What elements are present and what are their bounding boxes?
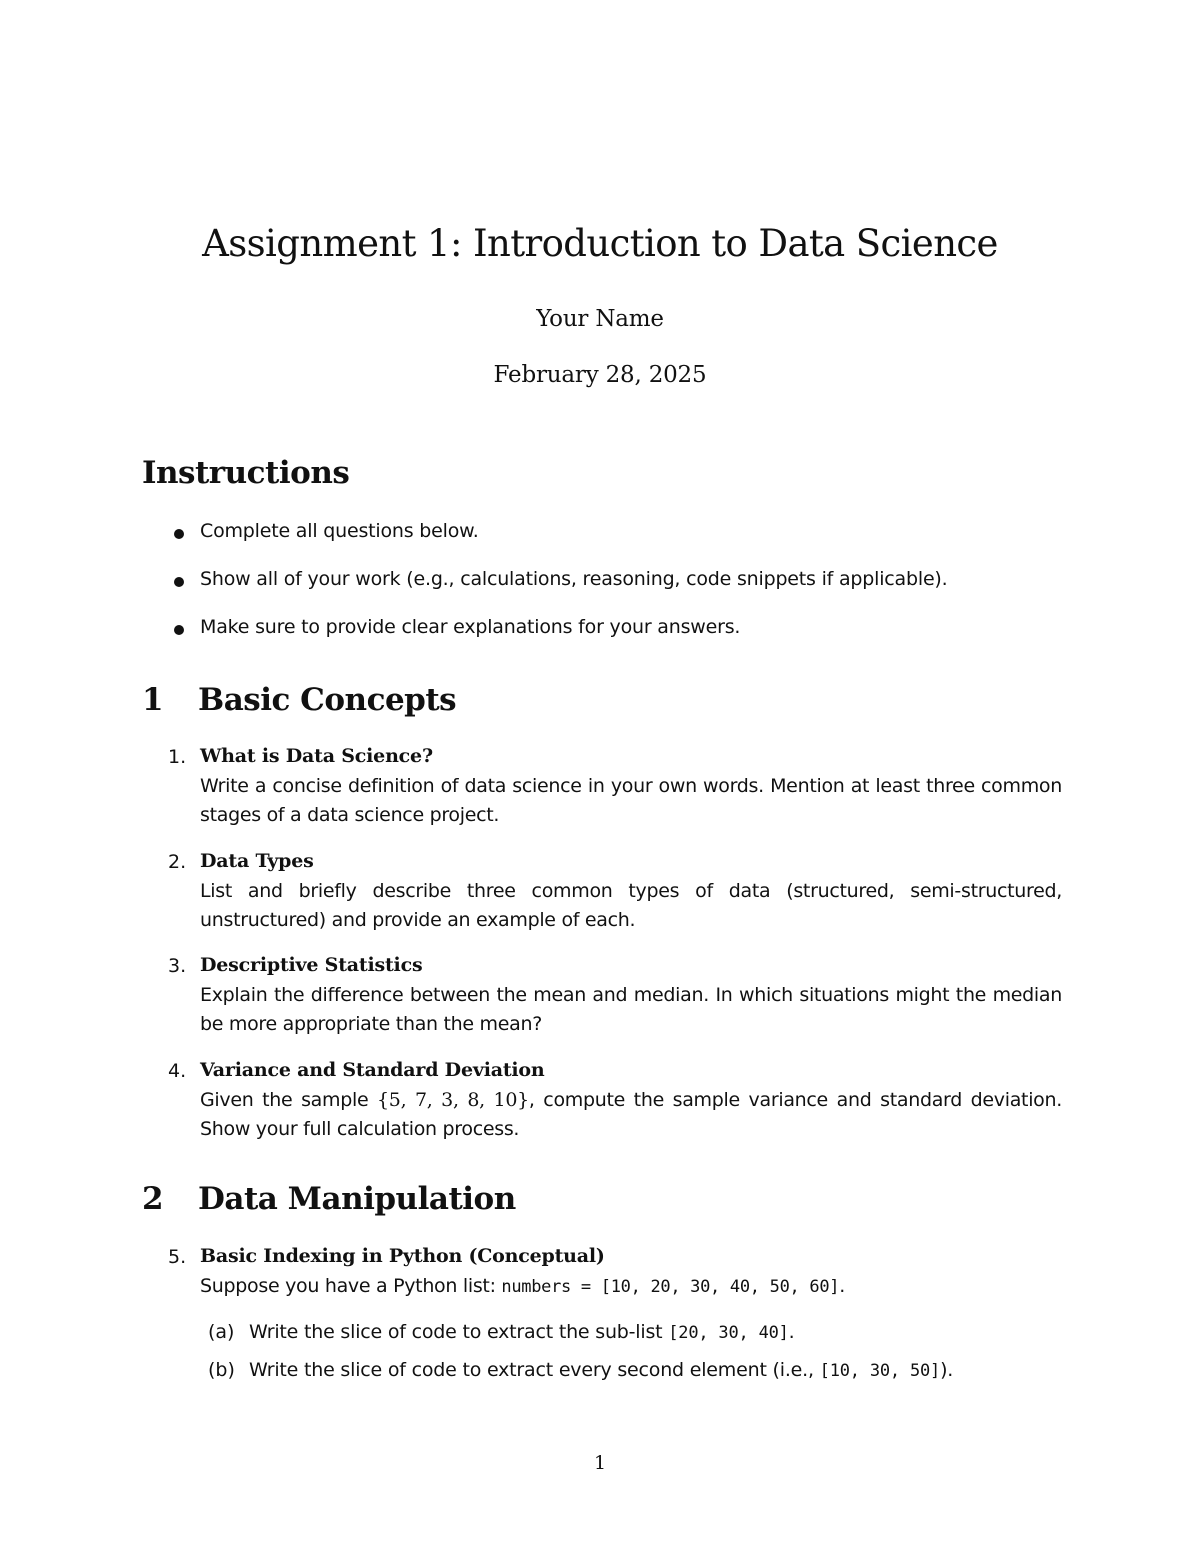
document-date: February 28, 2025 bbox=[493, 362, 707, 388]
question-body: List and briefly describe three common types of data (structured, semi-structured, unstructured) and provide an example of each. bbox=[200, 880, 1062, 931]
section-heading-basic-concepts bbox=[142, 682, 456, 718]
question-body-text: Given the sample bbox=[200, 1089, 378, 1111]
question-number: 1. bbox=[168, 746, 187, 768]
subpart-text-pre: Write the slice of code to extract the sub-list bbox=[249, 1321, 669, 1343]
question-body: Write a concise definition of data science in your own words. Mention at least three common stages of a data science project. bbox=[200, 775, 1062, 826]
question-body-text: Suppose you have a Python list: bbox=[200, 1275, 502, 1297]
subpart-text-pre: Write the slice of code to extract every second element (i.e., bbox=[249, 1359, 820, 1381]
math-expression: {5, 7, 3, 8, 10} bbox=[377, 1089, 529, 1111]
question-number: 2. bbox=[168, 851, 187, 873]
question-title: What is Data Science? bbox=[200, 745, 433, 767]
code-snippet: [10, 30, 50] bbox=[819, 1361, 941, 1381]
section-title: Data Manipulation bbox=[198, 1181, 516, 1217]
document-title: Assignment 1: Introduction to Data Science bbox=[202, 222, 998, 265]
section-title: Basic Concepts bbox=[198, 682, 457, 718]
subpart-text bbox=[249, 1321, 795, 1343]
section-heading-data-manipulation bbox=[142, 1181, 516, 1217]
subpart-text bbox=[249, 1359, 953, 1381]
section-number: 1 bbox=[142, 682, 164, 718]
code-snippet: numbers = [10, 20, 30, 40, 50, 60] bbox=[501, 1277, 840, 1297]
question-body-text: , compute the sample variance and standard deviation. Show your full calculation process. bbox=[200, 1089, 1062, 1140]
bullet-icon bbox=[174, 529, 184, 539]
subpart-text-post: . bbox=[788, 1321, 795, 1343]
question-body bbox=[200, 1086, 1062, 1144]
question-title: Basic Indexing in Python (Conceptual) bbox=[200, 1245, 605, 1267]
question-title: Variance and Standard Deviation bbox=[200, 1059, 545, 1081]
instruction-item: Show all of your work (e.g., calculations, reasoning, code snippets if applicable). bbox=[200, 568, 948, 590]
question-title: Descriptive Statistics bbox=[200, 954, 423, 976]
bullet-icon bbox=[174, 625, 184, 635]
subpart-text-post: ). bbox=[940, 1359, 954, 1381]
section-number: 2 bbox=[142, 1181, 164, 1217]
question-title: Data Types bbox=[200, 850, 314, 872]
subpart-label: (a) bbox=[208, 1321, 235, 1343]
question-number: 4. bbox=[168, 1060, 187, 1082]
subpart-label: (b) bbox=[208, 1359, 235, 1381]
question-number: 5. bbox=[168, 1246, 187, 1268]
instruction-item: Make sure to provide clear explanations for your answers. bbox=[200, 616, 741, 638]
question-number: 3. bbox=[168, 955, 187, 977]
document-author: Your Name bbox=[536, 306, 664, 332]
page-number: 1 bbox=[593, 1452, 607, 1474]
question-body: Explain the difference between the mean and median. In which situations might the median be more appropriate than the mean? bbox=[200, 984, 1062, 1035]
instructions-heading: Instructions bbox=[142, 455, 350, 491]
question-body-text: . bbox=[839, 1275, 845, 1297]
instruction-item: Complete all questions below. bbox=[200, 520, 479, 542]
code-snippet: [20, 30, 40] bbox=[668, 1323, 789, 1343]
question-body bbox=[200, 1272, 1062, 1302]
bullet-icon bbox=[174, 577, 184, 587]
